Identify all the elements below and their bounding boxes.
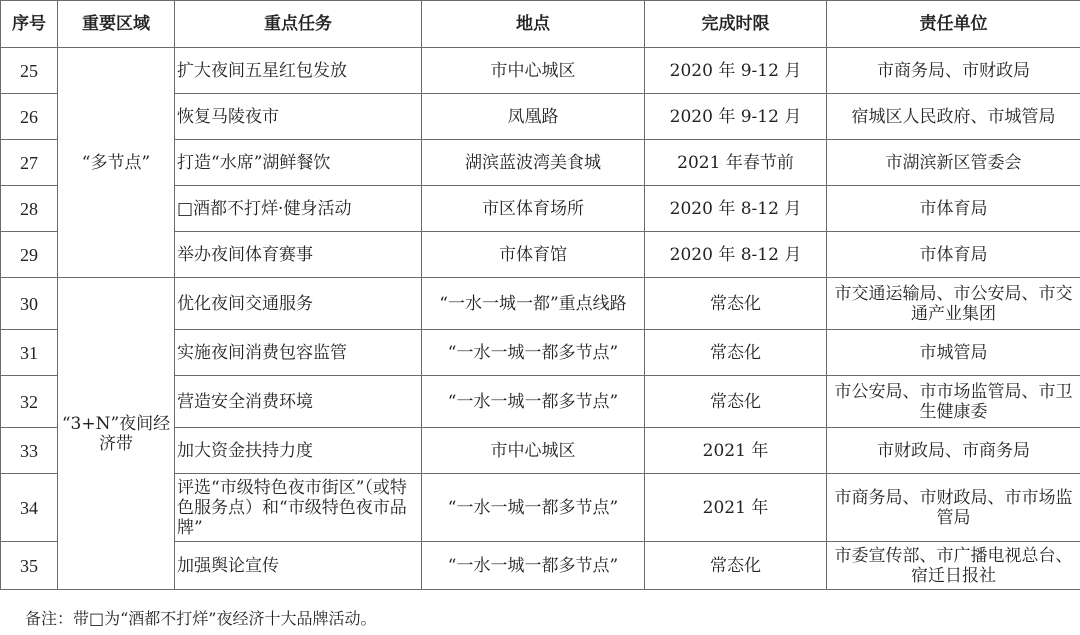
deadline-cell: 2021 年春节前 xyxy=(645,140,827,186)
unit-cell: 市财政局、市商务局 xyxy=(827,428,1080,474)
header-row xyxy=(1,1,1080,48)
deadline-cell: 2021 年 xyxy=(645,428,827,474)
row-number: 33 xyxy=(1,428,58,474)
deadline-cell: 常态化 xyxy=(645,278,827,330)
task-cell: 打造“水席”湖鲜餐饮 xyxy=(175,140,422,186)
place-cell: “一水一城一都多节点” xyxy=(422,474,645,542)
header-unit: 责任单位 xyxy=(827,1,1080,48)
unit-cell: 宿城区人民政府、市城管局 xyxy=(827,94,1080,140)
header-task: 重点任务 xyxy=(175,1,422,48)
unit-cell: 市委宣传部、市广播电视总台、宿迁日报社 xyxy=(827,542,1080,590)
header-place: 地点 xyxy=(422,1,645,48)
place-cell: 市中心城区 xyxy=(422,48,645,94)
deadline-cell: 2020 年 8-12 月 xyxy=(645,186,827,232)
row-number: 27 xyxy=(1,140,58,186)
unit-cell: 市湖滨新区管委会 xyxy=(827,140,1080,186)
task-cell: 加大资金扶持力度 xyxy=(175,428,422,474)
task-cell: 扩大夜间五星红包发放 xyxy=(175,48,422,94)
place-cell: “一水一城一都”重点线路 xyxy=(422,278,645,330)
task-cell: 恢复马陵夜市 xyxy=(175,94,422,140)
deadline-cell: 2020 年 8-12 月 xyxy=(645,232,827,278)
unit-cell: 市商务局、市财政局 xyxy=(827,48,1080,94)
row-number: 30 xyxy=(1,278,58,330)
row-number: 35 xyxy=(1,542,58,590)
region-cell: “多节点” xyxy=(58,48,175,278)
unit-cell: 市交通运输局、市公安局、市交通产业集团 xyxy=(827,278,1080,330)
row-number: 31 xyxy=(1,330,58,376)
deadline-cell: 常态化 xyxy=(645,542,827,590)
task-cell: 实施夜间消费包容监管 xyxy=(175,330,422,376)
task-cell: 优化夜间交通服务 xyxy=(175,278,422,330)
unit-cell: 市城管局 xyxy=(827,330,1080,376)
row-number: 34 xyxy=(1,474,58,542)
unit-cell: 市公安局、市市场监管局、市卫生健康委 xyxy=(827,376,1080,428)
place-cell: 市体育馆 xyxy=(422,232,645,278)
row-number: 29 xyxy=(1,232,58,278)
header-region: 重要区域 xyxy=(58,1,175,48)
place-cell: “一水一城一都多节点” xyxy=(422,542,645,590)
place-cell: 凤凰路 xyxy=(422,94,645,140)
task-cell: 举办夜间体育赛事 xyxy=(175,232,422,278)
task-cell: 评选“市级特色夜市街区”（或特色服务点）和“市级特色夜市品牌” xyxy=(175,474,422,542)
unit-cell: 市体育局 xyxy=(827,186,1080,232)
deadline-cell: 常态化 xyxy=(645,376,827,428)
deadline-cell: 2021 年 xyxy=(645,474,827,542)
row-number: 26 xyxy=(1,94,58,140)
place-cell: 市区体育场所 xyxy=(422,186,645,232)
unit-cell: 市商务局、市财政局、市市场监管局 xyxy=(827,474,1080,542)
task-cell: 加强舆论宣传 xyxy=(175,542,422,590)
row-number: 25 xyxy=(1,48,58,94)
deadline-cell: 常态化 xyxy=(645,330,827,376)
row-number: 28 xyxy=(1,186,58,232)
place-cell: “一水一城一都多节点” xyxy=(422,330,645,376)
header-deadline: 完成时限 xyxy=(645,1,827,48)
row-number: 32 xyxy=(1,376,58,428)
region-cell: “3+N”夜间经济带 xyxy=(58,278,175,590)
header-number: 序号 xyxy=(1,1,58,48)
place-cell: 市中心城区 xyxy=(422,428,645,474)
table-row xyxy=(1,48,1080,94)
table-row xyxy=(1,278,1080,330)
place-cell: 湖滨蓝波湾美食城 xyxy=(422,140,645,186)
deadline-cell: 2020 年 9-12 月 xyxy=(645,48,827,94)
task-cell: 营造安全消费环境 xyxy=(175,376,422,428)
deadline-cell: 2020 年 9-12 月 xyxy=(645,94,827,140)
task-cell: □酒都不打烊·健身活动 xyxy=(175,186,422,232)
footnote: 备注：带□为“酒都不打烊”夜经济十大品牌活动。 xyxy=(25,609,377,628)
unit-cell: 市体育局 xyxy=(827,232,1080,278)
place-cell: “一水一城一都多节点” xyxy=(422,376,645,428)
